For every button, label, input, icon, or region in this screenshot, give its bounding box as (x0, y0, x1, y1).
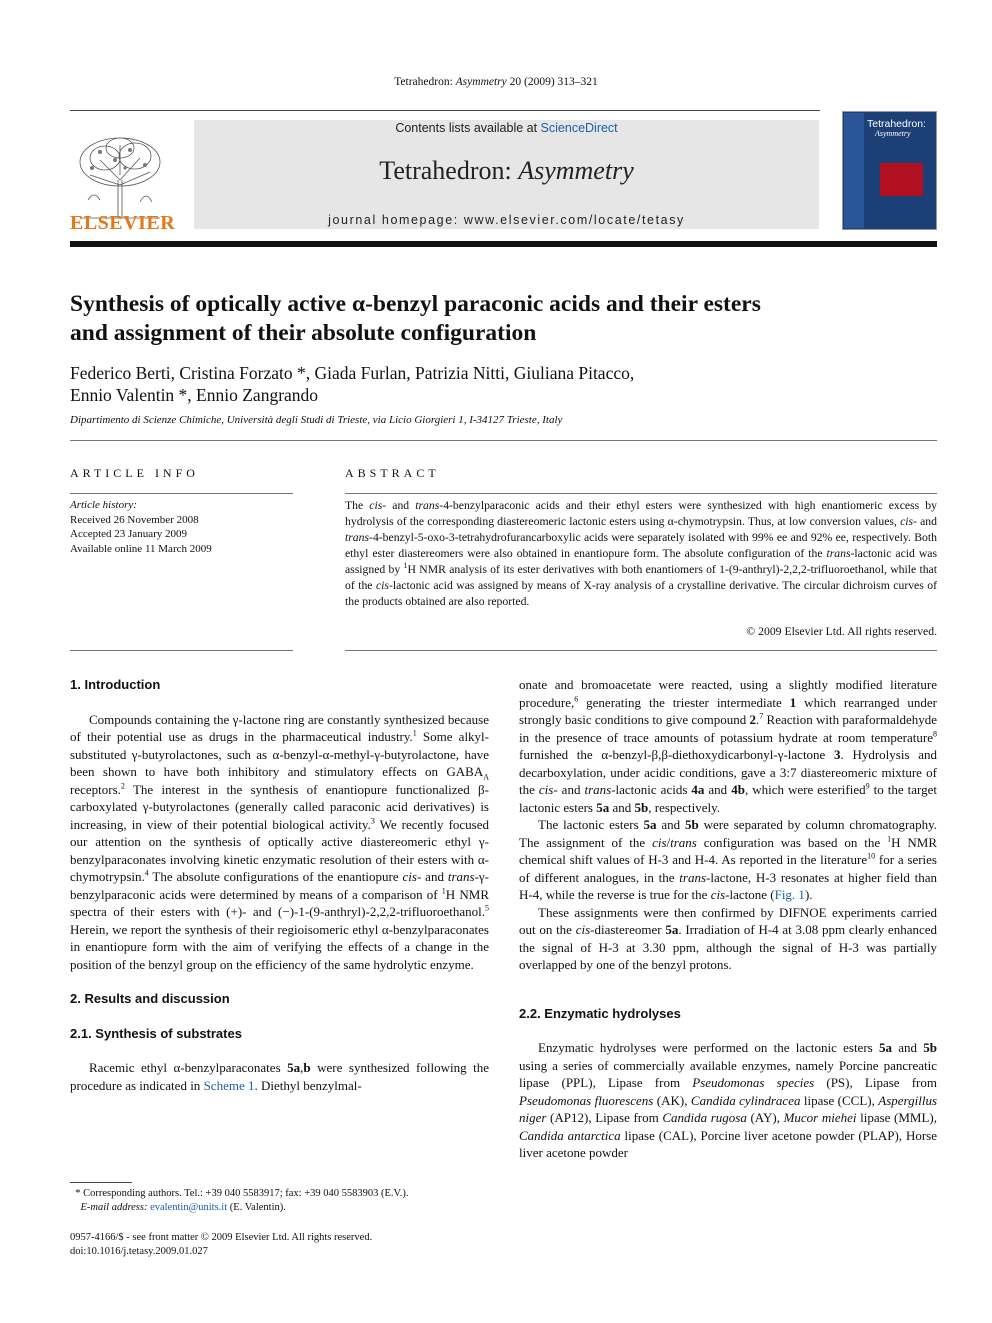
article-info-bottom-rule (70, 650, 293, 651)
article-info-rule (70, 493, 293, 494)
scheme-1-link[interactable]: Scheme 1 (203, 1077, 255, 1093)
cover-title: Tetrahedron: (867, 118, 926, 130)
right-column (519, 676, 937, 1162)
article-title: Synthesis of optically active α-benzyl paraconic acids and their esters and assignment of their absolute configuration (70, 291, 761, 346)
synthesis-continued-paragraph: onate and bromoacetate were reacted, using a slightly modified literature procedure,$^6$ generating the triester intermediate 1 which rearranged under strongly basic conditions to give compound 2.$^7$ Reaction with paraformaldehyde in the presence of trace amounts of potassium hydrate at room temperature$^8$ furnished the α-benzyl-β,β-diethoxydicarbonyl-γ-lactone 3. Hydrolysis and decarboxylation, under acidic conditions, gave a 3:7 diastereomeric mixture of the cis- and trans-lactonic acids 4a and 4b, which were esterified$^9$ to the target lactonic esters 5a and 5b, respectively. (519, 677, 937, 815)
abstract-copyright: © 2009 Elsevier Ltd. All rights reserved. (746, 625, 937, 638)
journal-citation: Tetrahedron: Asymmetry 20 (2009) 313–321 (394, 76, 598, 88)
section-heading-enzymatic: 2.2. Enzymatic hydrolyses (519, 1005, 681, 1021)
email-link[interactable]: evalentin@units.it (150, 1202, 228, 1213)
article-history: Article history: Received 26 November 2008 Accepted 23 January 2009 Available online 11 March 2009 (70, 499, 212, 555)
difnoe-paragraph: These assignments were then confirmed by DIFNOE experiments carried out on the cis-diastereomer 5a. Irradiation of H-4 at 3.08 ppm clearly enhanced the signal of H-3 at 3.30 ppm, although the signal of H-3 was partially overlapped by one of the benzyl protons. (519, 904, 938, 972)
synthesis-paragraph: Racemic ethyl α-benzylparaconates 5a,b were synthesized following the procedure as indicated in Scheme 1. Diethyl benzylmal- (70, 1060, 489, 1093)
author-list: Federico Berti, Cristina Forzato *, Giada Furlan, Patrizia Nitti, Giuliana Pitacco, Ennio Valentin *, Ennio Zangrando (70, 363, 635, 405)
header-rule (70, 110, 820, 111)
footnote-rule (70, 1182, 132, 1183)
publisher-wordmark: ELSEVIER (70, 212, 176, 234)
cover-artwork (880, 163, 923, 196)
journal-cover-thumbnail (842, 111, 937, 230)
corresponding-footnote: * Corresponding authors. Tel.: +39 040 5583917; fax: +39 040 5583903 (E.V.). E-mail address: evalentin@units.it (E. Valentin). (70, 1188, 409, 1213)
intro-paragraph: Compounds containing the γ-lactone ring are constantly synthesized because of their potential use as drugs in the pharmaceutical industry.$^1$ Some alkyl-substituted γ-butyrolactones, such as α-benzyl-α-methyl-γ-butyrolactone, have been shown to have both inhibitory and stimulatory effects on $GABA_A$ receptors.$^2$ The interest in the synthesis of enantiopure functionalized β-carboxylated γ-butyrolactones (generally called paraconic acid derivatives) is increasing, in view of their potential biological activity.$^3$ We recently focused our attention on the synthesis of optically active diastereomeric ethyl γ-benzylparaconates involving kinetic enzymatic resolution of their esters with α-chymotrypsin.$^4$ The absolute configurations of the enantiopure cis- and trans-γ-benzylparaconic acids were determined by means of a comparison of $^1$H NMR spectra of their esters with (+)- and (−)-1-(9-anthryl)-2,2,2-trifluoroethanol.$^5$ Herein, we report the synthesis of their regioisomeric ethyl α-benzylparaconates in enantiopure form with the aim of verifying the effects of a change in the position of the benzyl group on the efficiency of the same hydrolytic enzyme. (70, 711, 489, 972)
journal-name: Tetrahedron: Asymmetry (379, 156, 634, 185)
fig-1-link[interactable]: Fig. 1 (774, 887, 805, 902)
abstract-bottom-rule (345, 650, 937, 651)
journal-homepage-link[interactable]: journal homepage: www.elsevier.com/locate/tetasy (328, 213, 685, 227)
chromatography-paragraph: The lactonic esters 5a and 5b were separated by column chromatography. The assignment of the cis/trans configuration was based on the $^1$H NMR chemical shift values of H-3 and H-4. As reported in the literature$^{10}$ for a series of different analogues, in the trans-lactone, H-3 resonates at higher field than H-4, while the reverse is true for the cis-lactone (Fig. 1). (519, 817, 937, 902)
abstract-rule (345, 493, 937, 494)
doi: doi:10.1016/j.tetasy.2009.01.027 (70, 1246, 208, 1257)
abstract-body: The cis- and trans-4-benzylparaconic acids and their ethyl esters were synthesized with high enantiomeric excess by hydrolysis of the corresponding diastereomeric lactonic esters using α-chymotrypsin. Thus, at low conversion values, cis- and trans-4-benzyl-5-oxo-3-tetrahydrofurancarboxylic acids were separately isolated with 99% ee and 92% ee, respectively. Both ethyl ester diastereomers were also obtained in enantiopure form. The absolute configuration of the trans-lactonic acid was assigned by $^1$H NMR analysis of its ester derivatives with both enantiomers of 1-(9-anthryl)-2,2,2-trifluoroethanol, while that of the cis-lactonic acid was assigned by means of X-ray analysis of a crystalline derivative. The circular dichroism curves of the products obtained are also reported. (345, 499, 938, 608)
section-heading-synthesis: 2.1. Synthesis of substrates (70, 1025, 242, 1041)
cover-subtitle: Asymmetry (875, 129, 911, 138)
abstract-heading: ABSTRACT (345, 466, 440, 480)
contents-line: Contents lists available at ScienceDirect (395, 121, 618, 135)
front-matter-note: 0957-4166/$ - see front matter © 2009 Elsevier Ltd. All rights reserved. doi:10.1016/j.tetasy.2009.01.027 (70, 1231, 489, 1259)
title-divider (70, 440, 937, 441)
article-info-heading: ARTICLE INFO (70, 466, 199, 480)
left-column (70, 676, 489, 1094)
header-thick-rule (70, 241, 937, 247)
section-heading-results: 2. Results and discussion (70, 991, 230, 1006)
enzymatic-paragraph: Enzymatic hydrolyses were performed on the lactonic esters 5a and 5b using a series of commercially available enzymes, namely Porcine pancreatic lipase (PPL), Lipase from Pseudomonas species (PS), Lipase from Pseudomonas fluorescens (AK), Candida cylindracea lipase (CCL), Aspergillus niger (AP12), Lipase from Candida rugosa (AY), Mucor miehei lipase (MML), Candida antarctica lipase (CAL), Porcine liver acetone powder (PLAP), Horse liver acetone powder (519, 1040, 938, 1160)
sciencedirect-link[interactable]: ScienceDirect (540, 121, 618, 135)
section-heading-introduction: 1. Introduction (70, 677, 161, 692)
affiliation: Dipartimento di Scienze Chimiche, Università degli Studi di Trieste, via Licio Giorgieri 1, I-34127 Trieste, Italy (70, 414, 563, 426)
